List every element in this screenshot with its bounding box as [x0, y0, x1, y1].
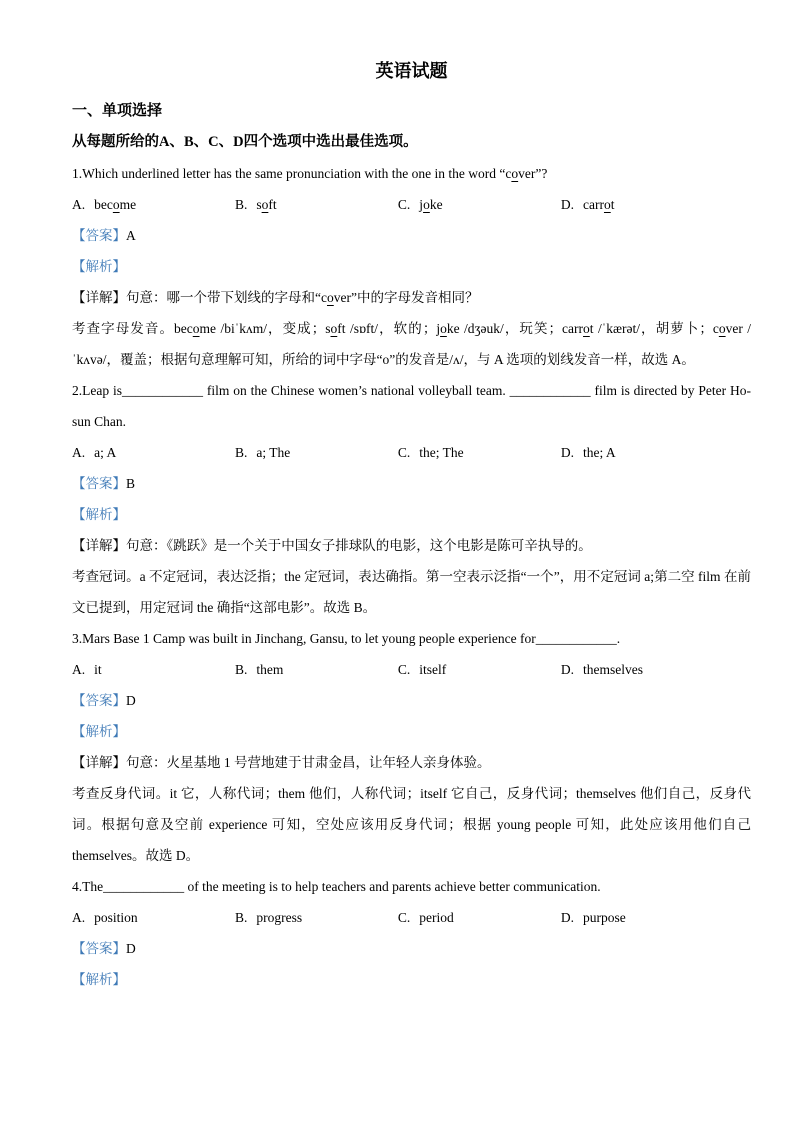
analysis-line [72, 499, 751, 530]
option-D [561, 654, 751, 685]
answer-label: 【答案】 [72, 693, 126, 708]
option-text: the; A [582, 445, 616, 460]
answer-value: D [126, 941, 136, 956]
detail-text: 句意：火星基地 1 号营地建于甘肃金昌，让年轻人亲身体验。 [126, 755, 491, 770]
section-instruction: 从每题所给的A、B、C、D四个选项中选出最佳选项。 [72, 134, 418, 150]
answer-label: 【答案】 [72, 228, 126, 243]
option-C [398, 189, 561, 220]
detail-paragraph: 考查反身代词。it 它，人称代词；them 他们，人称代词；itself 它自己，反身代词；themselves 他们自己，反身代词。根据句意及空前 experience 可知，空处应该用反身代词；根据 young people 可知，此处应该用他们自己 themselves。故选 D。 [72, 786, 751, 863]
option-text: a; The [256, 445, 291, 460]
option-text: itself [419, 662, 447, 677]
analysis-line [72, 251, 751, 282]
option-letter: D. [560, 197, 574, 212]
detail-text: 句意：哪一个带下划线的字母和“cover”中的字母发音相同？ [126, 290, 479, 305]
option-B [235, 654, 398, 685]
options-row [72, 654, 751, 685]
option-B [235, 437, 398, 468]
options-row [72, 902, 751, 933]
question-stem: 3.Mars Base 1 Camp was built in Jinchang, Gansu, to let young people experience for____________. [72, 631, 621, 646]
option-letter: D. [560, 445, 574, 460]
detail-label: 【详解】 [72, 290, 126, 305]
option-D [561, 902, 751, 933]
analysis-label: 【解析】 [72, 724, 126, 739]
option-C [398, 902, 561, 933]
analysis-line [72, 716, 751, 747]
option-text: carrot [582, 197, 615, 212]
answer-line [72, 685, 751, 716]
option-text: position [94, 910, 138, 925]
option-text: purpose [582, 910, 626, 925]
option-letter: A. [72, 910, 86, 925]
option-letter: C. [397, 910, 411, 925]
option-A [72, 437, 235, 468]
option-C [398, 654, 561, 685]
option-text: a; A [94, 445, 117, 460]
option-letter: C. [397, 197, 411, 212]
option-D [561, 437, 751, 468]
question-stem: 1.Which underlined letter has the same pronunciation with the one in the word “cover”? [72, 166, 548, 181]
option-text: them [256, 662, 284, 677]
detail-paragraph [72, 530, 751, 561]
question-block-2 [72, 375, 751, 623]
option-letter: B. [234, 197, 248, 212]
question-block-4 [72, 871, 751, 995]
answer-label: 【答案】 [72, 941, 126, 956]
answer-value: D [126, 693, 136, 708]
document-title: 英语试题 [375, 61, 448, 81]
question-stem: 4.The____________ of the meeting is to help teachers and parents achieve better communication. [72, 879, 601, 894]
option-letter: D. [560, 910, 574, 925]
option-B [235, 189, 398, 220]
option-text: progress [256, 910, 303, 925]
detail-paragraph: 考查字母发音。become /biˈkʌm/，变成；soft /sɒft/，软的；joke /dʒəuk/，玩笑；carrot /ˈkærət/，胡萝卜；cover /ˈkʌvə/，覆盖；根据句意理解可知，所给的词中字母“o”的发音是/ʌ/，与 A 选项的划线发音一样，故选 A。 [72, 321, 752, 367]
option-C [398, 437, 561, 468]
answer-label: 【答案】 [72, 476, 126, 491]
option-text: become [94, 197, 137, 212]
question-block-1 [72, 158, 751, 375]
options-row [72, 189, 751, 220]
option-D [561, 189, 751, 220]
option-letter: A. [72, 197, 86, 212]
analysis-line [72, 964, 751, 995]
detail-text: 句意：《跳跃》是一个关于中国女子排球队的电影，这个电影是陈可辛执导的。 [126, 538, 592, 553]
option-A [72, 654, 235, 685]
option-text: soft [256, 197, 277, 212]
detail-paragraph: 考查冠词。a 不定冠词，表达泛指；the 定冠词，表达确指。第一空表示泛指“一个”，用不定冠词 a;第二空 film 在前文已提到，用定冠词 the 确指“这部电影”。故选 B。 [72, 569, 751, 615]
option-letter: C. [397, 445, 411, 460]
option-letter: A. [72, 445, 86, 460]
option-letter: B. [234, 910, 248, 925]
option-letter: C. [397, 662, 411, 677]
detail-label: 【详解】 [72, 538, 126, 553]
option-letter: B. [234, 445, 248, 460]
detail-paragraph [72, 282, 751, 313]
analysis-label: 【解析】 [72, 507, 126, 522]
answer-line [72, 220, 751, 251]
option-A [72, 189, 235, 220]
analysis-label: 【解析】 [72, 259, 126, 274]
question-stem: 2.Leap is____________ film on the Chinese women’s national volleyball team. ____________ film is directed by Peter Ho-sun Chan. [72, 383, 751, 429]
answer-value: B [126, 476, 136, 491]
section-heading: 一、单项选择 [72, 103, 163, 119]
option-B [235, 902, 398, 933]
answer-value: A [126, 228, 136, 243]
detail-paragraph [72, 747, 751, 778]
option-text: themselves [582, 662, 643, 677]
option-text: joke [419, 197, 443, 212]
questions [72, 158, 751, 995]
options-row [72, 437, 751, 468]
option-A [72, 902, 235, 933]
option-text: it [94, 662, 102, 677]
answer-line [72, 468, 751, 499]
detail-label: 【详解】 [72, 755, 126, 770]
answer-line [72, 933, 751, 964]
option-letter: A. [72, 662, 86, 677]
question-block-3 [72, 623, 751, 871]
option-letter: B. [234, 662, 248, 677]
analysis-label: 【解析】 [72, 972, 126, 987]
option-letter: D. [560, 662, 574, 677]
option-text: the; The [419, 445, 464, 460]
option-text: period [419, 910, 454, 925]
